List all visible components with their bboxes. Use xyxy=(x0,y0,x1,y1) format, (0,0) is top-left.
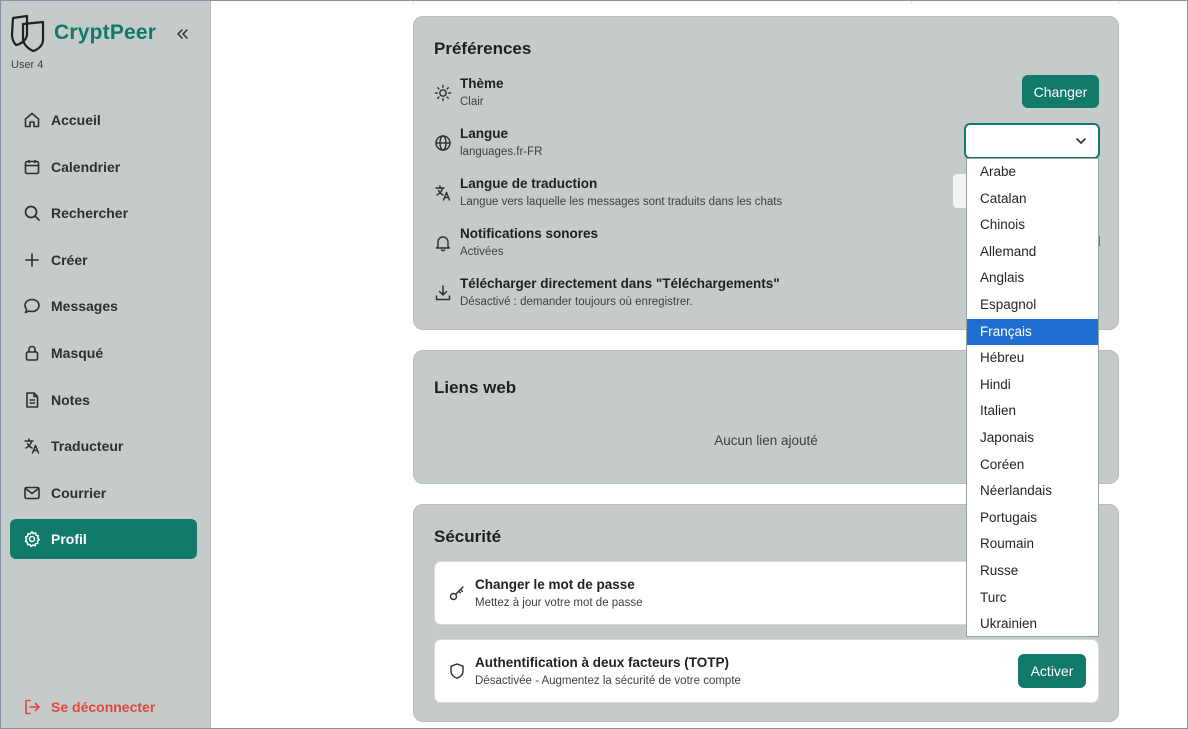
download-icon xyxy=(434,284,452,302)
sound-notifications-label: Notifications sonores xyxy=(460,226,599,241)
collapse-sidebar-icon[interactable] xyxy=(172,24,192,44)
current-user-label: User 4 xyxy=(11,59,44,71)
sidebar-item-label: Courrier xyxy=(51,484,107,501)
previous-card-edge xyxy=(413,0,1119,4)
language-option[interactable]: Allemand xyxy=(980,243,1037,259)
document-icon xyxy=(23,391,41,409)
plus-icon xyxy=(23,251,41,269)
language-option[interactable]: Néerlandais xyxy=(980,483,1053,499)
web-links-title: Liens web xyxy=(434,378,517,397)
sidebar-item-profil[interactable] xyxy=(10,519,197,559)
download-label: Télécharger directement dans "Téléchargements" xyxy=(460,276,780,291)
security-title: Sécurité xyxy=(434,527,502,546)
web-links-empty-message: Aucun lien ajouté xyxy=(714,433,818,448)
language-option[interactable]: Turc xyxy=(980,589,1007,605)
calendar-icon xyxy=(23,158,41,176)
change-theme-button[interactable]: Changer xyxy=(1022,75,1099,108)
sidebar-item-creer[interactable] xyxy=(10,240,197,280)
language-option[interactable]: Français xyxy=(967,319,1098,346)
totp-label: Authentification à deux facteurs (TOTP) xyxy=(475,655,730,670)
preferences-title: Préférences xyxy=(434,39,532,58)
theme-value: Clair xyxy=(460,96,484,108)
totp-row xyxy=(434,639,1099,703)
sidebar-item-accueil[interactable] xyxy=(10,100,197,140)
sidebar-item-label: Rechercher xyxy=(51,205,129,222)
search-icon xyxy=(23,204,41,222)
sidebar-item-messages[interactable] xyxy=(10,286,197,326)
activate-totp-button[interactable]: Activer xyxy=(1018,654,1086,688)
download-value: Désactivé : demander toujours où enregistrer. xyxy=(460,296,693,308)
change-password-description: Mettez à jour votre mot de passe xyxy=(475,597,643,609)
sidebar-item-traducteur[interactable] xyxy=(10,426,197,466)
language-option[interactable]: Chinois xyxy=(980,217,1026,233)
brand-name: CryptPeer xyxy=(54,21,157,44)
language-option[interactable]: Italien xyxy=(980,403,1017,419)
sidebar-item-masque[interactable] xyxy=(10,333,197,373)
language-option[interactable]: Ukrainien xyxy=(980,616,1038,632)
sidebar-item-label: Masqué xyxy=(51,344,104,361)
language-option[interactable]: Portugais xyxy=(980,509,1038,525)
language-option[interactable]: Arabe xyxy=(980,164,1017,179)
language-option[interactable]: Hindi xyxy=(980,376,1011,392)
sidebar-item-courrier[interactable] xyxy=(10,473,197,513)
language-option[interactable]: Roumain xyxy=(980,536,1035,552)
shield-logo-icon xyxy=(10,14,46,52)
language-label: Langue xyxy=(460,126,509,141)
translate-icon xyxy=(23,437,41,455)
sidebar-item-label: Créer xyxy=(51,251,88,268)
sound-notifications-value: Activées xyxy=(460,246,504,258)
sidebar-item-rechercher[interactable] xyxy=(10,193,197,233)
sidebar-item-label: Calendrier xyxy=(51,158,121,175)
sidebar-item-label: Accueil xyxy=(51,112,101,128)
lock-icon xyxy=(23,344,41,362)
logout-icon xyxy=(23,698,41,716)
sidebar-nav xyxy=(10,100,197,566)
sidebar-item-label: Messages xyxy=(51,298,118,315)
language-option[interactable]: Coréen xyxy=(980,456,1025,472)
translation-language-value: Langue vers laquelle les messages sont traduits dans les chats xyxy=(460,196,783,208)
globe-icon xyxy=(434,134,452,152)
language-option[interactable]: Japonais xyxy=(980,429,1035,445)
language-option[interactable]: Hébreu xyxy=(980,350,1025,366)
sun-icon xyxy=(434,84,452,102)
theme-label: Thème xyxy=(460,76,504,91)
sidebar xyxy=(0,0,211,729)
sidebar-item-label: Notes xyxy=(51,391,90,408)
sidebar-item-label: Traducteur xyxy=(51,438,124,455)
translation-language-label: Langue de traduction xyxy=(460,176,598,191)
language-option[interactable]: Anglais xyxy=(980,270,1025,286)
theme-row xyxy=(434,76,1099,116)
translate-icon xyxy=(434,184,452,202)
sidebar-item-notes[interactable] xyxy=(10,380,197,420)
gear-icon xyxy=(23,530,41,548)
logout-label: Se déconnecter xyxy=(51,699,156,715)
change-password-label: Changer le mot de passe xyxy=(475,577,635,592)
sidebar-item-label: Profil xyxy=(51,531,87,548)
key-icon xyxy=(448,584,466,602)
mail-icon xyxy=(23,484,41,502)
language-option[interactable]: Catalan xyxy=(980,190,1027,206)
bell-icon xyxy=(434,234,452,252)
chevron-down-icon xyxy=(1074,134,1088,148)
totp-description: Désactivée - Augmentez la sécurité de votre compte xyxy=(475,675,741,687)
language-option[interactable]: Russe xyxy=(980,562,1019,578)
language-value: languages.fr-FR xyxy=(460,146,543,158)
language-option[interactable]: Espagnol xyxy=(980,296,1037,312)
shield-icon xyxy=(448,662,466,680)
brand[interactable] xyxy=(10,14,156,52)
language-select[interactable] xyxy=(964,123,1100,159)
sidebar-item-calendrier[interactable] xyxy=(10,147,197,187)
logout-button[interactable] xyxy=(23,698,155,716)
home-icon xyxy=(23,111,41,129)
chat-bubble-icon xyxy=(23,297,41,315)
language-dropdown-list[interactable] xyxy=(966,158,1099,637)
